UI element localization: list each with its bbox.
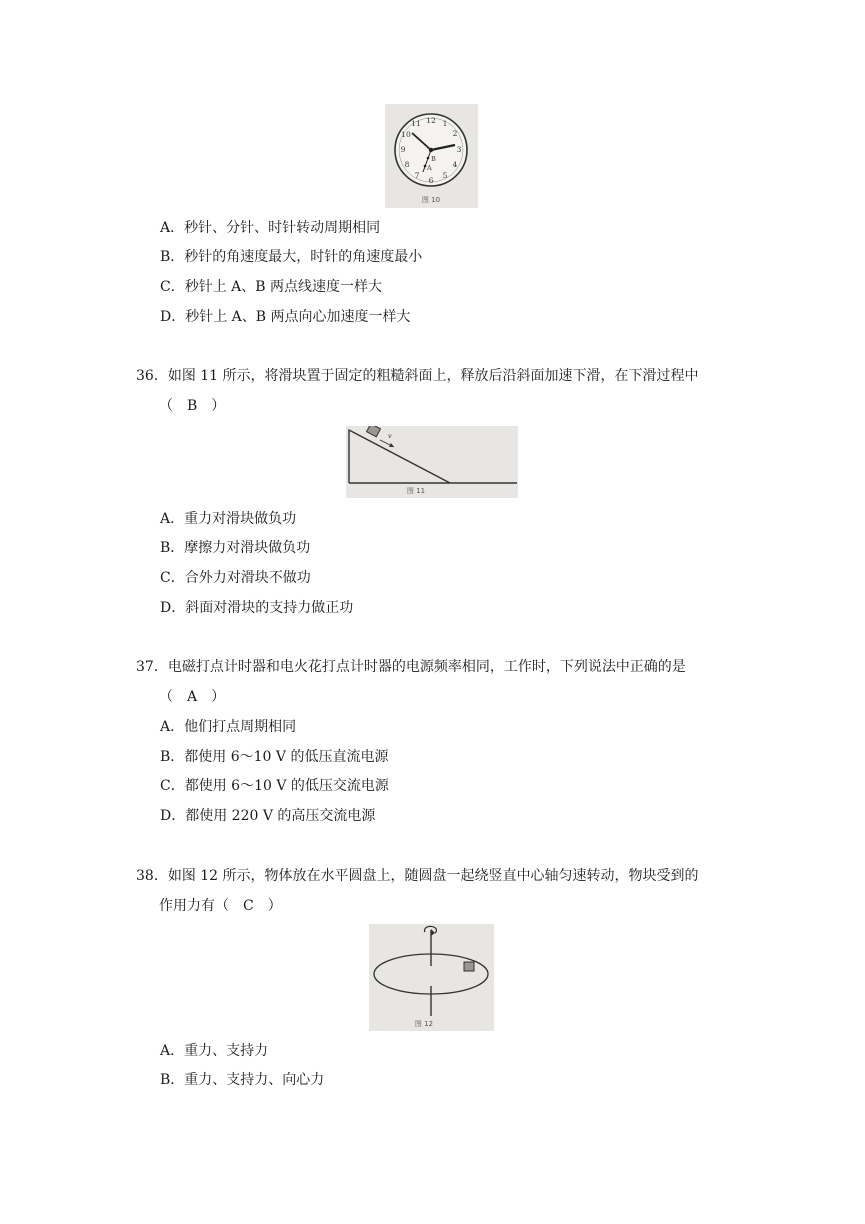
clock-number: 2 xyxy=(452,129,458,138)
q38-stem-continued: 作用力有（ C ） xyxy=(159,898,282,914)
q35-option-a: A．秒针、分针、时针转动周期相同 xyxy=(160,220,381,236)
clock-number: 12 xyxy=(426,116,436,125)
q37-option-c: C．都使用 6～10 V 的低压交流电源 xyxy=(160,778,389,794)
clock-number: 8 xyxy=(404,160,410,169)
clock-number: 6 xyxy=(428,176,434,185)
figure-10-clock xyxy=(385,104,478,208)
clock-number: 5 xyxy=(442,171,448,180)
q37-stem: 37．电磁打点计时器和电火花打点计时器的电源频率相同，工作时，下列说法中正确的是 xyxy=(136,659,686,675)
figure-11-incline xyxy=(346,426,518,498)
object-block xyxy=(464,962,474,971)
clock-number: 1 xyxy=(442,119,448,128)
q36-option-a: A．重力对滑块做负功 xyxy=(160,511,297,527)
q37-option-a: A．他们打点周期相同 xyxy=(160,719,297,735)
q36-option-c: C．合外力对滑块不做功 xyxy=(160,570,311,586)
q36-option-d: D．斜面对滑块的支持力做正功 xyxy=(160,600,354,616)
q37-option-b: B．都使用 6～10 V 的低压直流电源 xyxy=(160,749,389,765)
figure-caption: 图 12 xyxy=(414,1020,434,1028)
point-a-label: A xyxy=(427,164,432,172)
q38-option-b: B．重力、支持力、向心力 xyxy=(160,1072,325,1088)
q38-option-a: A．重力、支持力 xyxy=(160,1043,269,1059)
q36-stem: 36．如图 11 所示，将滑块置于固定的粗糙斜面上，释放后沿斜面加速下滑，在下滑过程中 xyxy=(136,368,699,384)
slider-block xyxy=(367,426,381,437)
q35-option-b: B．秒针的角速度最大，时针的角速度最小 xyxy=(160,249,423,265)
figure-caption: 图 10 xyxy=(421,196,441,204)
q35-option-c: C．秒针上 A、B 两点线速度一样大 xyxy=(160,279,383,295)
q38-stem: 38．如图 12 所示，物体放在水平圆盘上，随圆盘一起绕竖直中心轴匀速转动，物块受到的 xyxy=(136,868,699,884)
q35-option-d: D．秒针上 A、B 两点向心加速度一样大 xyxy=(160,309,411,325)
figure-caption: 图 11 xyxy=(406,487,426,495)
figure-12-turntable xyxy=(369,924,494,1031)
point-b-label: B xyxy=(431,155,436,163)
clock-number: 3 xyxy=(456,145,462,154)
q37-answer: （ A ） xyxy=(159,689,226,705)
q37-option-d: D．都使用 220 V 的高压交流电源 xyxy=(160,808,376,824)
q36-option-b: B．摩擦力对滑块做负功 xyxy=(160,540,311,556)
clock-number: 11 xyxy=(411,119,421,128)
q36-answer: （ B ） xyxy=(159,398,226,414)
clock-number: 7 xyxy=(414,171,420,180)
clock-number: 10 xyxy=(401,130,411,139)
clock-number: 9 xyxy=(400,145,406,154)
clock-number: 4 xyxy=(452,160,458,169)
velocity-label: v xyxy=(388,432,392,440)
